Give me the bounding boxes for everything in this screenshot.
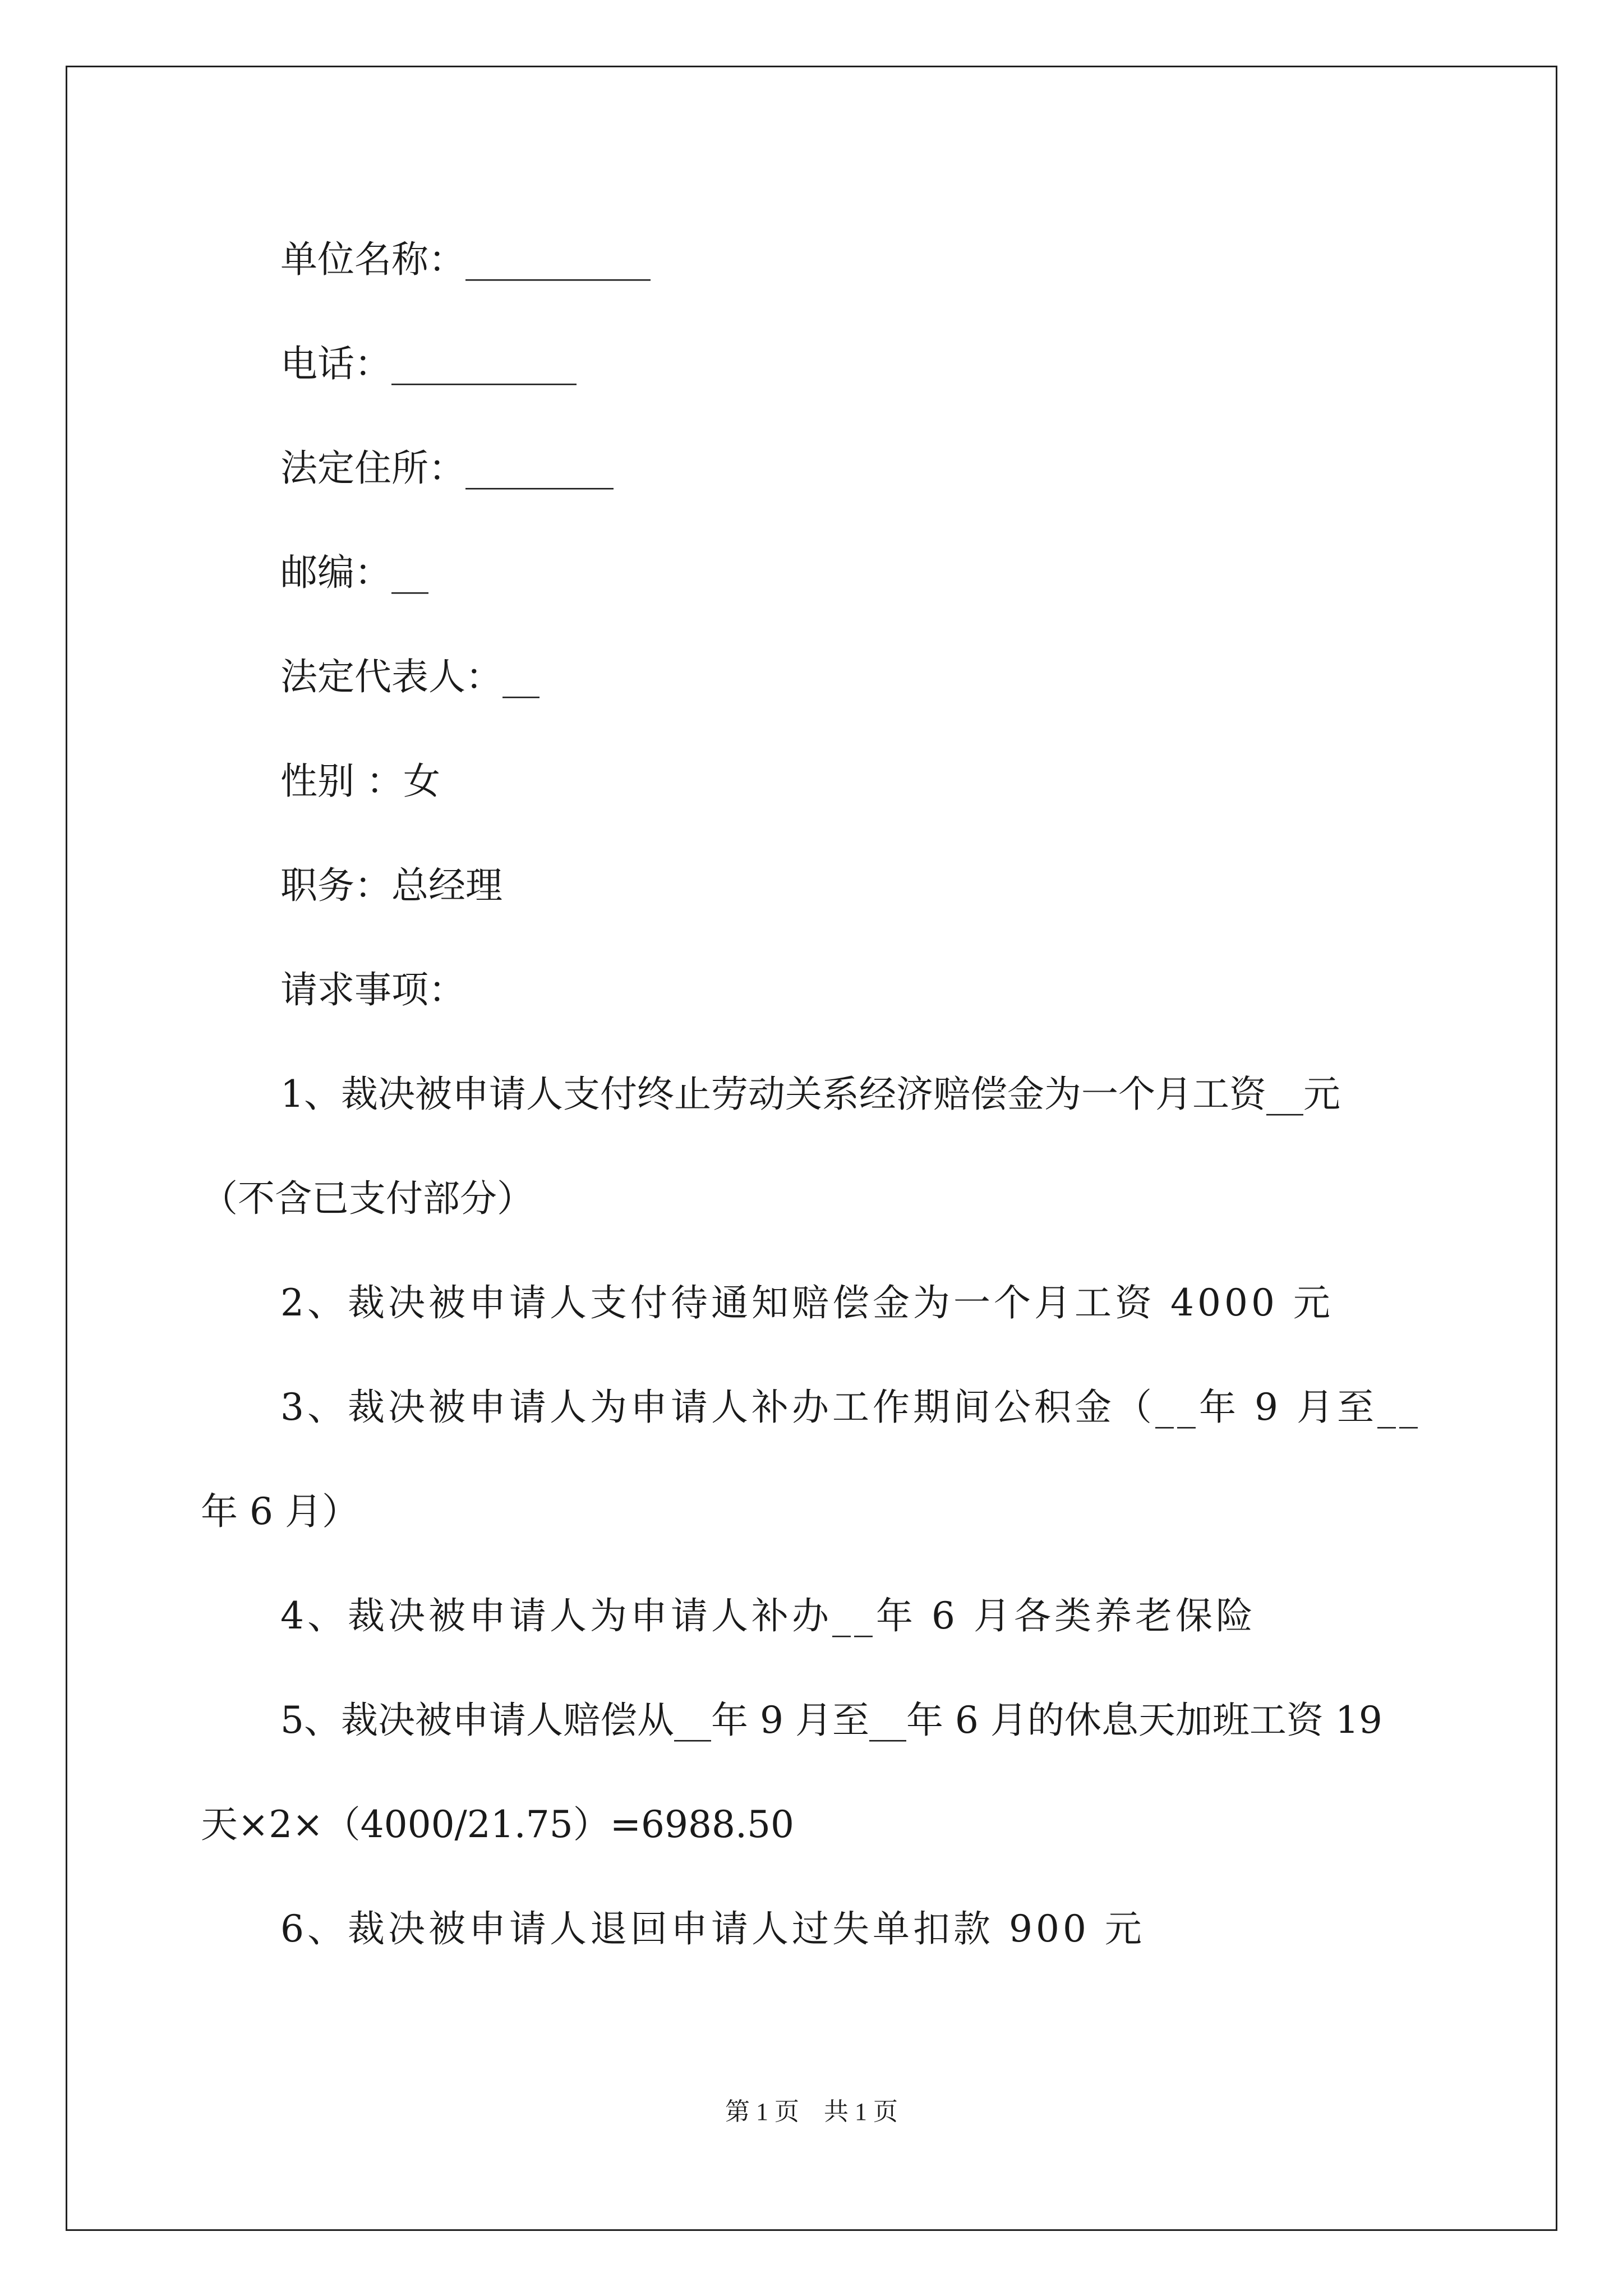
- field-legal-representative: 法定代表人：__: [280, 655, 540, 698]
- request-item-5-continued: 天×2×（4000/21.75）=6988.50: [201, 1803, 794, 1846]
- field-postcode: 邮编：__: [280, 551, 428, 594]
- field-gender: 性别 ：女: [280, 760, 440, 803]
- request-item-5: 5、裁决被申请人赔偿从__年 9 月至__年 6 月的休息天加班工资 19: [280, 1699, 1382, 1742]
- request-item-1: 1、裁决被申请人支付终止劳动关系经济赔偿金为一个月工资__元: [280, 1073, 1340, 1116]
- field-company-name: 单位名称：__________: [280, 238, 651, 281]
- field-phone: 电话：__________: [280, 342, 577, 385]
- request-item-3-continued: 年 6 月）: [201, 1490, 359, 1533]
- request-item-3: 3、裁决被申请人为申请人补办工作期间公积金（__年 9 月至__: [280, 1386, 1421, 1429]
- request-item-6: 6、裁决被申请人退回申请人过失单扣款 900 元: [280, 1907, 1145, 1950]
- field-legal-address: 法定住所：________: [280, 447, 614, 490]
- page-footer: [0, 2095, 1623, 2129]
- document-body: [201, 208, 1435, 1981]
- request-item-4: 4、裁决被申请人为申请人补办__年 6 月各类养老保险: [280, 1594, 1256, 1637]
- section-heading-requests: 请求事项：: [280, 968, 465, 1011]
- page-total: 共 1 页: [824, 2098, 898, 2125]
- field-position: 职务：总经理: [280, 864, 502, 907]
- page-number: 第 1 页: [725, 2098, 799, 2125]
- request-item-2: 2、裁决被申请人支付待通知赔偿金为一个月工资 4000 元: [280, 1281, 1334, 1324]
- request-item-1-continued: （不含已支付部分）: [201, 1177, 534, 1220]
